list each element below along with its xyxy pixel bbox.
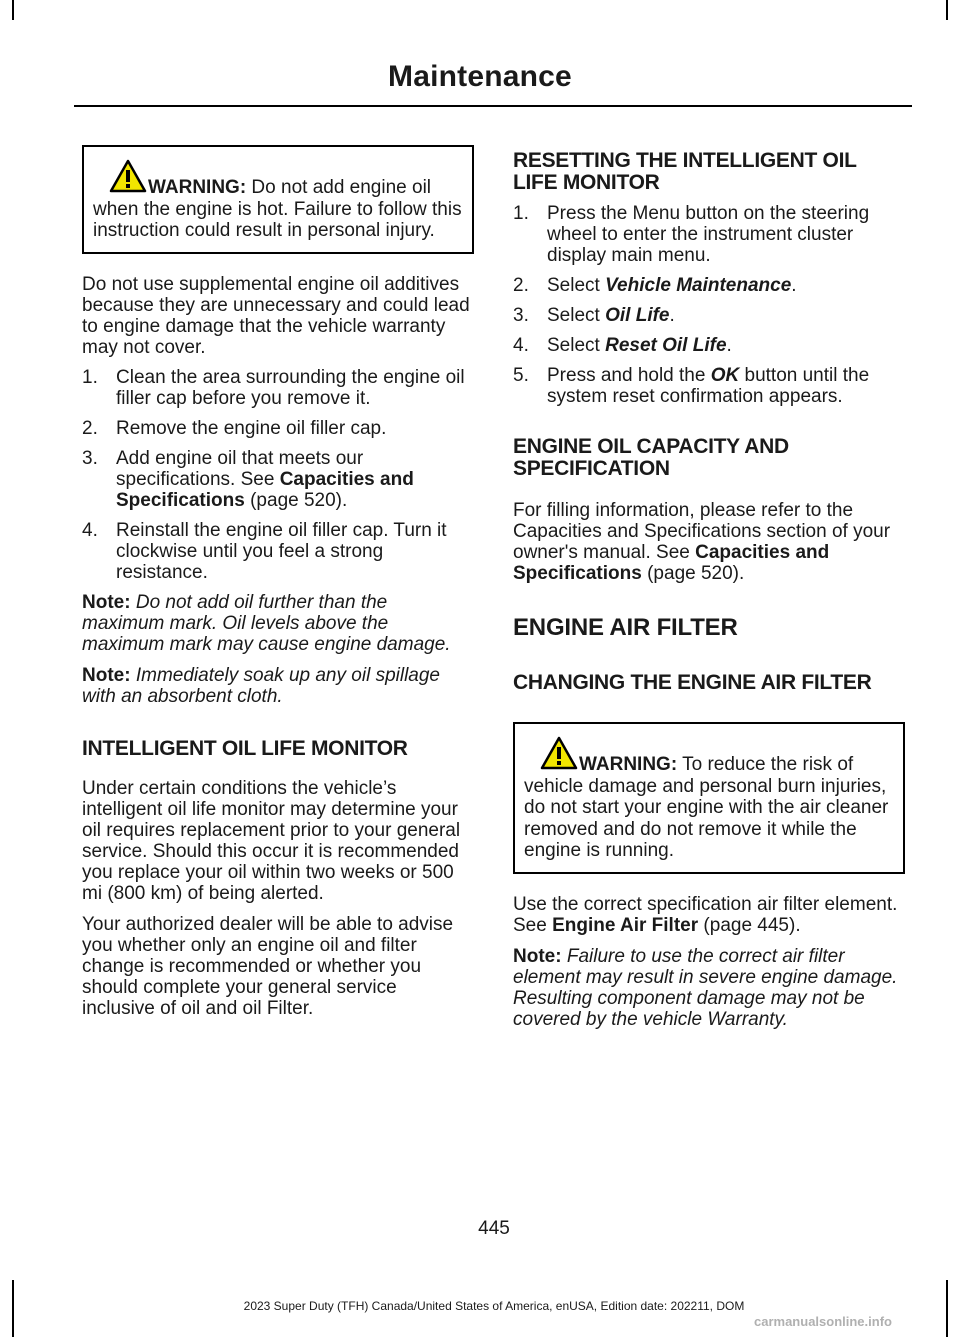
warning-box bbox=[82, 145, 474, 254]
step-text: Add engine oil that meets our specifications. See bbox=[116, 447, 364, 490]
step-text: Select bbox=[547, 335, 606, 356]
capacity-text: For filling information, please refer to the Capacities and Specifications section of your owner's manual. See bbox=[513, 500, 891, 563]
page-number: 445 bbox=[478, 1218, 510, 1239]
list-item bbox=[513, 365, 905, 407]
note-label: Note: bbox=[82, 591, 131, 613]
note-label: Note: bbox=[82, 664, 131, 686]
warning-label: WARNING: bbox=[579, 754, 678, 775]
punctuation: . bbox=[791, 275, 797, 296]
step-number: 2. bbox=[82, 417, 98, 439]
left-column bbox=[82, 145, 474, 1019]
section-heading: INTELLIGENT OIL LIFE MONITOR bbox=[82, 736, 408, 760]
engine-air-filter-link[interactable]: Engine Air Filter bbox=[552, 914, 699, 936]
crop-mark bbox=[12, 0, 14, 20]
filter-paragraph bbox=[513, 894, 905, 936]
step-text: Select bbox=[547, 275, 606, 296]
filter-text: Use the correct specification air filter element. See bbox=[513, 893, 898, 936]
list-item bbox=[513, 203, 905, 266]
capacities-link[interactable]: Capacities and Specifications bbox=[513, 542, 830, 584]
footer-edition: 2023 Super Duty (TFH) Canada/United States of America, enUSA, Edition date: 202211, DOM bbox=[243, 1299, 745, 1313]
oil-fill-steps bbox=[82, 367, 474, 583]
capacity-paragraph bbox=[513, 500, 905, 584]
monitor-paragraph: Your authorized dealer will be able to advise you whether only an engine oil and filter change is recommended or whether you should complete your general service inclusive of oil and oil Filter. bbox=[82, 913, 454, 1019]
crop-mark bbox=[946, 0, 948, 20]
warning-triangle-icon bbox=[109, 159, 147, 193]
list-item bbox=[513, 275, 905, 296]
menu-item-label: Oil Life bbox=[605, 305, 670, 326]
warning-box bbox=[513, 722, 905, 874]
list-item bbox=[513, 305, 905, 326]
chapter-heading: ENGINE AIR FILTER bbox=[513, 614, 738, 641]
section-heading: ENGINE OIL CAPACITY AND SPECIFICATION bbox=[513, 435, 789, 480]
step-number: 1. bbox=[82, 366, 98, 388]
page-ref: (page 445). bbox=[698, 914, 801, 936]
step-number: 5. bbox=[513, 365, 529, 386]
page-ref: (page 520). bbox=[244, 489, 348, 511]
header-divider bbox=[74, 105, 912, 107]
warning-text bbox=[524, 754, 894, 862]
monitor-paragraph: Under certain conditions the vehicle’s intelligent oil life monitor may determine your oil requires replacement prior to your general service. Should this occur it is recommended you replace your oil within two weeks or 500 mi (800 km) of being alerted. bbox=[82, 777, 461, 904]
list-item bbox=[513, 335, 905, 356]
list-item bbox=[82, 520, 474, 583]
page-title: Maintenance bbox=[388, 60, 572, 93]
warning-body: To reduce the risk of vehicle damage and personal burn injuries, do not start your engine with the air cleaner removed and do not remove it while the engine is running. bbox=[524, 754, 889, 861]
step-number: 4. bbox=[82, 519, 98, 541]
capacities-link[interactable]: Capacities and Specifications bbox=[116, 468, 414, 511]
warning-body: Do not add engine oil when the engine is hot. Failure to follow this instruction could result in personal injury. bbox=[93, 177, 462, 241]
list-item bbox=[82, 448, 474, 511]
menu-item-label: Vehicle Maintenance bbox=[605, 275, 792, 296]
step-text: Press the Menu button on the steering wheel to enter the instrument cluster display main menu. bbox=[547, 203, 870, 266]
note bbox=[513, 946, 905, 1030]
warning-label: WARNING: bbox=[148, 177, 247, 198]
step-text: Remove the engine oil filler cap. bbox=[116, 417, 387, 439]
watermark: carmanualsonline.info bbox=[754, 1314, 892, 1329]
section-heading: CHANGING THE ENGINE AIR FILTER bbox=[513, 671, 872, 694]
step-number: 4. bbox=[513, 335, 529, 356]
step-number: 2. bbox=[513, 275, 529, 296]
button-label: OK bbox=[710, 365, 740, 386]
step-number: 1. bbox=[513, 203, 529, 224]
note bbox=[82, 665, 474, 707]
note-text: Do not add oil further than the maximum mark. Oil levels above the maximum mark may cause engine damage. bbox=[82, 591, 451, 655]
step-text: Clean the area surrounding the engine oil filler cap before you remove it. bbox=[116, 366, 465, 409]
right-column bbox=[513, 150, 905, 1030]
step-text: Press and hold the bbox=[547, 365, 711, 386]
note-text: Immediately soak up any oil spillage with an absorbent cloth. bbox=[82, 664, 440, 707]
punctuation: . bbox=[726, 335, 732, 356]
step-text: Select bbox=[547, 305, 606, 326]
note-text: Failure to use the correct air filter element may result in severe engine damage. Resulting component damage may not be covered by the vehicle Warranty. bbox=[513, 945, 898, 1030]
step-number: 3. bbox=[82, 447, 98, 469]
menu-item-label: Reset Oil Life bbox=[605, 335, 727, 356]
step-text: button until the system reset confirmation appears. bbox=[547, 365, 870, 407]
step-number: 3. bbox=[513, 305, 529, 326]
punctuation: . bbox=[669, 305, 675, 326]
page-ref: (page 520). bbox=[641, 563, 745, 584]
section-heading: RESETTING THE INTELLIGENT OIL LIFE MONITOR bbox=[513, 149, 857, 194]
warning-text bbox=[93, 177, 463, 242]
list-item bbox=[82, 418, 474, 439]
note bbox=[82, 592, 474, 655]
intro-paragraph: Do not use supplemental engine oil additives because they are unnecessary and could lead to engine damage that the vehicle warranty may not cover. bbox=[82, 273, 470, 358]
list-item bbox=[82, 367, 474, 409]
reset-steps bbox=[513, 203, 905, 407]
step-text: Reinstall the engine oil filler cap. Turn it clockwise until you feel a strong resistance. bbox=[116, 519, 447, 583]
warning-triangle-icon bbox=[540, 736, 578, 770]
note-label: Note: bbox=[513, 945, 562, 967]
